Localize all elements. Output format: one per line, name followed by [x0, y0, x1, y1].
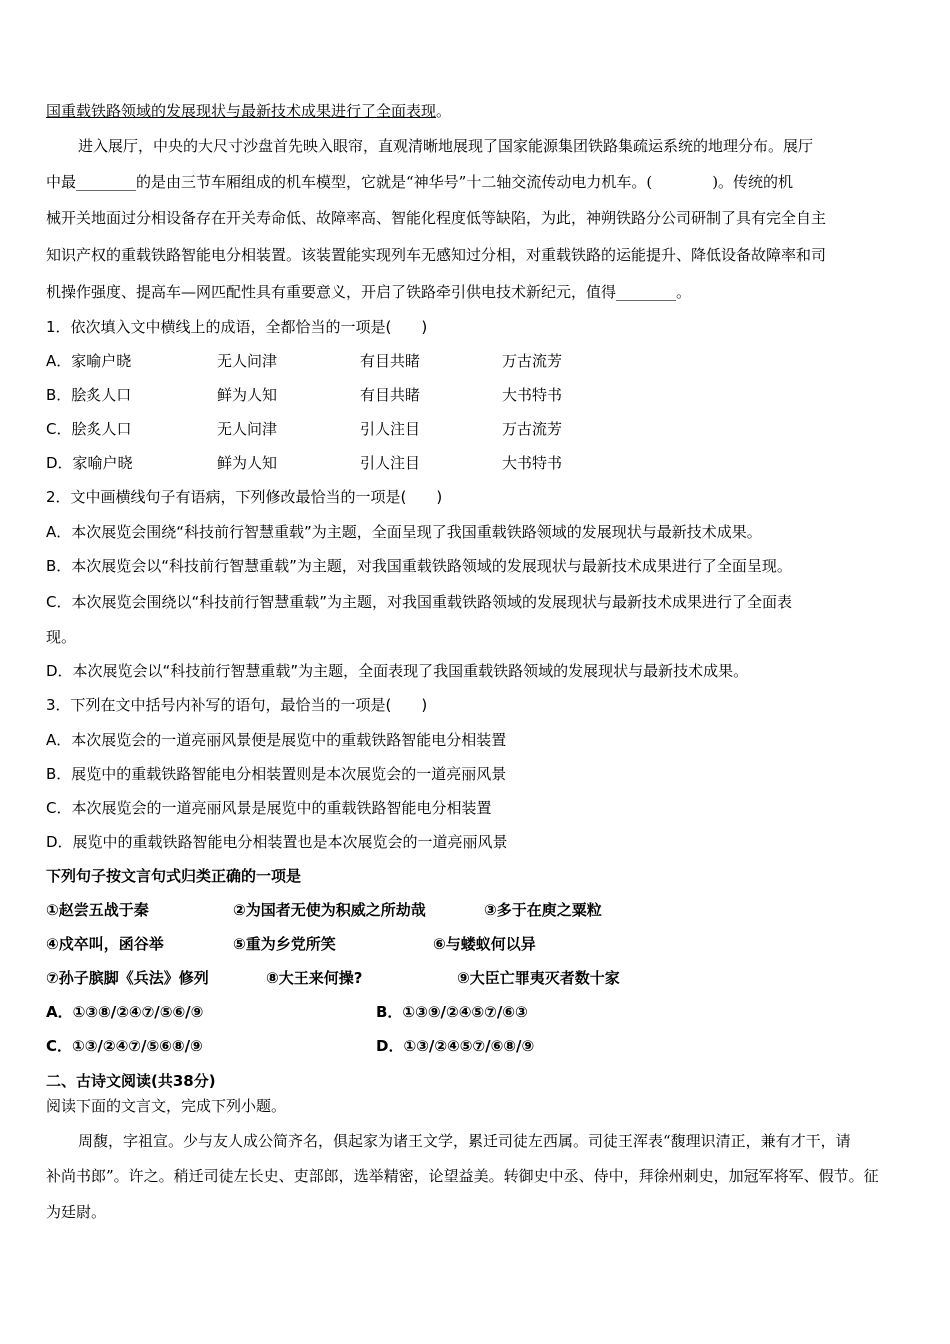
question-4-option-a: A．①③⑧/②④⑦/⑤⑥/⑨ — [46, 1003, 204, 1021]
question-3-option-b: B．展览中的重载铁路智能电分相装置则是本次展览会的一道亮丽风景 — [46, 765, 507, 783]
passage-line-3: 械开关地面过分相设备存在开关寿命低、故障率高、智能化程度低等缺陷，为此，神朔铁路分公司研制了具有完全自主 — [46, 209, 827, 227]
classical-passage-line-3: 为廷尉。 — [46, 1203, 107, 1221]
passage-line-4: 知识产权的重载铁路智能电分相装置。该装置能实现列车无感知过分相，对重载铁路的运能提升、降低设备故障率和司 — [46, 246, 827, 264]
passage-line-0: 国重载铁路领域的发展现状与最新技术成果进行了全面表现。 — [46, 102, 452, 120]
question-2-option-c-cont: 现。 — [46, 628, 77, 646]
question-4-option-d: D．①③/②④⑤⑦/⑥⑧/⑨ — [376, 1037, 535, 1055]
classical-passage-line-2: 补尚书郎”。许之。稍迁司徒左长史、吏部郎，选举精密，论望益美。转御史中丞、侍中，拜徐州刺史，加冠军将军、假节。征 — [46, 1167, 879, 1185]
question-4-stem: 下列句子按文言句式归类正确的一项是 — [46, 867, 302, 885]
question-2-option-d: D．本次展览会以“科技前行智慧重载”为主题，全面表现了我国重载铁路领域的发展现状与最新技术成果。 — [46, 662, 749, 680]
question-3-stem: 3．下列在文中括号内补写的语句，最恰当的一项是( ) — [46, 696, 428, 714]
question-2-stem: 2．文中画横线句子有语病，下列修改最恰当的一项是( ) — [46, 488, 443, 506]
question-4-option-c: C．①③/②④⑦/⑤⑥⑧/⑨ — [46, 1037, 203, 1055]
underlined-sentence: 国重载铁路领域的发展现状与最新技术成果进行了全面表现 — [46, 102, 437, 120]
question-2-option-a: A．本次展览会围绕“科技前行智慧重载”为主题，全面呈现了我国重载铁路领域的发展现状与最新技术成果。 — [46, 523, 762, 541]
passage-line-1: 进入展厅，中央的大尺寸沙盘首先映入眼帘，直观清晰地展现了国家能源集团铁路集疏运系统的地理分布。展厅 — [78, 137, 814, 155]
question-2-option-b: B．本次展览会以“科技前行智慧重载”为主题，对我国重载铁路领域的发展现状与最新技术成果进行了全面呈现。 — [46, 557, 792, 575]
document-page: 国重载铁路领域的发展现状与最新技术成果进行了全面表现。 进入展厅，中央的大尺寸沙盘首先映入眼帘，直观清晰地展现了国家能源集团铁路集疏运系统的地理分布。展厅 中最________的是由三节车厢组成的机车模型，它就是“神华号”十二轴交流传动电力机车。( )。传统的机 械开关地面过分相设备存在开关寿命低、故障率高、智能化程度低等缺陷，为此，神朔铁路分公司研制了具有完全自主 知识产权的重载铁路智能电分相装置。该装置能实现列车无感知过分相，对重载铁路的运能提升、降低设备故障率和司 机操作强度、提高车—网匹配性具有重要意义，开启了铁路牵引供电技术新纪元，值得________。 1．依次填入文中横线上的成语，全都恰当的一项是( ) A．家喻户晓 无人问津 有目共睹 万古流芳 B．脍炙人口 鲜为人知 有目共睹 大书特书 C．脍炙人口 无人问津 引人注目 万古流芳 D．家喻户晓 鲜为人知 引人注目 大书特书 2．文中画横线句子有语病，下列修改最恰当的一项是( ) A．本次展览会围绕“科技前行智慧重载”为主题，全面呈现了我国重载铁路领域的发展现状与最新技术成果。 B．本次展览会以“科技前行智慧重载”为主题，对我国重载铁路领域的发展现状与最新技术成果进行了全面呈现。 C．本次展览会围绕以“科技前行智慧重载”为主题，对我国重载铁路领域的发展现状与最新技术成果进行了全面表 现。 D．本次展览会以“科技前行智慧重载”为主题，全面表现了我国重载铁路领域的发展现状与最新技术成果。 3．下列在文中括号内补写的语句，最恰当的一项是( ) A．本次展览会的一道亮丽风景便是展览中的重载铁路智能电分相装置 B．展览中的重载铁路智能电分相装置则是本次展览会的一道亮丽风景 C．本次展览会的一道亮丽风景是展览中的重载铁路智能电分相装置 D．展览中的重载铁路智能电分相装置也是本次展览会的一道亮丽风景 下列句子按文言句式归类正确的一项是 ①赵尝五战于秦 ②为国者无使为积威之所劫哉 ③多于在庾之粟粒 ④戍卒叫，函谷举 ⑤重为乡党所笑 ⑥与蝼蚁何以异 ⑦孙子膑脚《兵法》修列 ⑧大王来何操? ⑨大臣亡罪夷灭者数十家 A．①③⑧/②④⑦/⑤⑥/⑨ B．①③⑨/②④⑤⑦/⑥③ C．①③/②④⑦/⑤⑥⑧/⑨ D．①③/②④⑤⑦/⑥⑧/⑨ 二、古诗文阅读(共38分) 阅读下面的文言文，完成下列小题。 周馥，字祖宣。少与友人成公简齐名，俱起家为诸王文学，累迁司徒左西属。司徒王浑表“馥理识清正，兼有才干，请 补尚书郎”。许之。稍迁司徒左长史、吏部郎，选举精密，论望益美。转御史中丞、侍中，拜徐州刺史，加冠军将军、假节。征 为廷尉。 — [46, 102, 879, 1221]
question-2-option-c: C．本次展览会围绕以“科技前行智慧重载”为主题，对我国重载铁路领域的发展现状与最新技术成果进行了全面表 — [46, 593, 793, 611]
classical-passage-line-1: 周馥，字祖宣。少与友人成公简齐名，俱起家为诸王文学，累迁司徒左西属。司徒王浑表“馥理识清正，兼有才干，请 — [78, 1132, 851, 1150]
section-2-instruction: 阅读下面的文言文，完成下列小题。 — [46, 1097, 287, 1115]
passage-line-5: 机操作强度、提高车—网匹配性具有重要意义，开启了铁路牵引供电技术新纪元，值得________。 — [46, 283, 692, 301]
question-1-stem: 1．依次填入文中横线上的成语，全都恰当的一项是( ) — [46, 318, 428, 336]
question-3-option-c: C．本次展览会的一道亮丽风景是展览中的重载铁路智能电分相装置 — [46, 799, 492, 817]
passage-line-2: 中最________的是由三节车厢组成的机车模型，它就是“神华号”十二轴交流传动电力机车。( )。传统的机 — [46, 173, 794, 191]
question-3-option-a: A．本次展览会的一道亮丽风景便是展览中的重载铁路智能电分相装置 — [46, 731, 507, 749]
question-3-option-d: D．展览中的重载铁路智能电分相装置也是本次展览会的一道亮丽风景 — [46, 833, 508, 851]
question-4-option-b: B．①③⑨/②④⑤⑦/⑥③ — [376, 1003, 528, 1021]
section-2-heading: 二、古诗文阅读(共38分) — [46, 1072, 216, 1090]
